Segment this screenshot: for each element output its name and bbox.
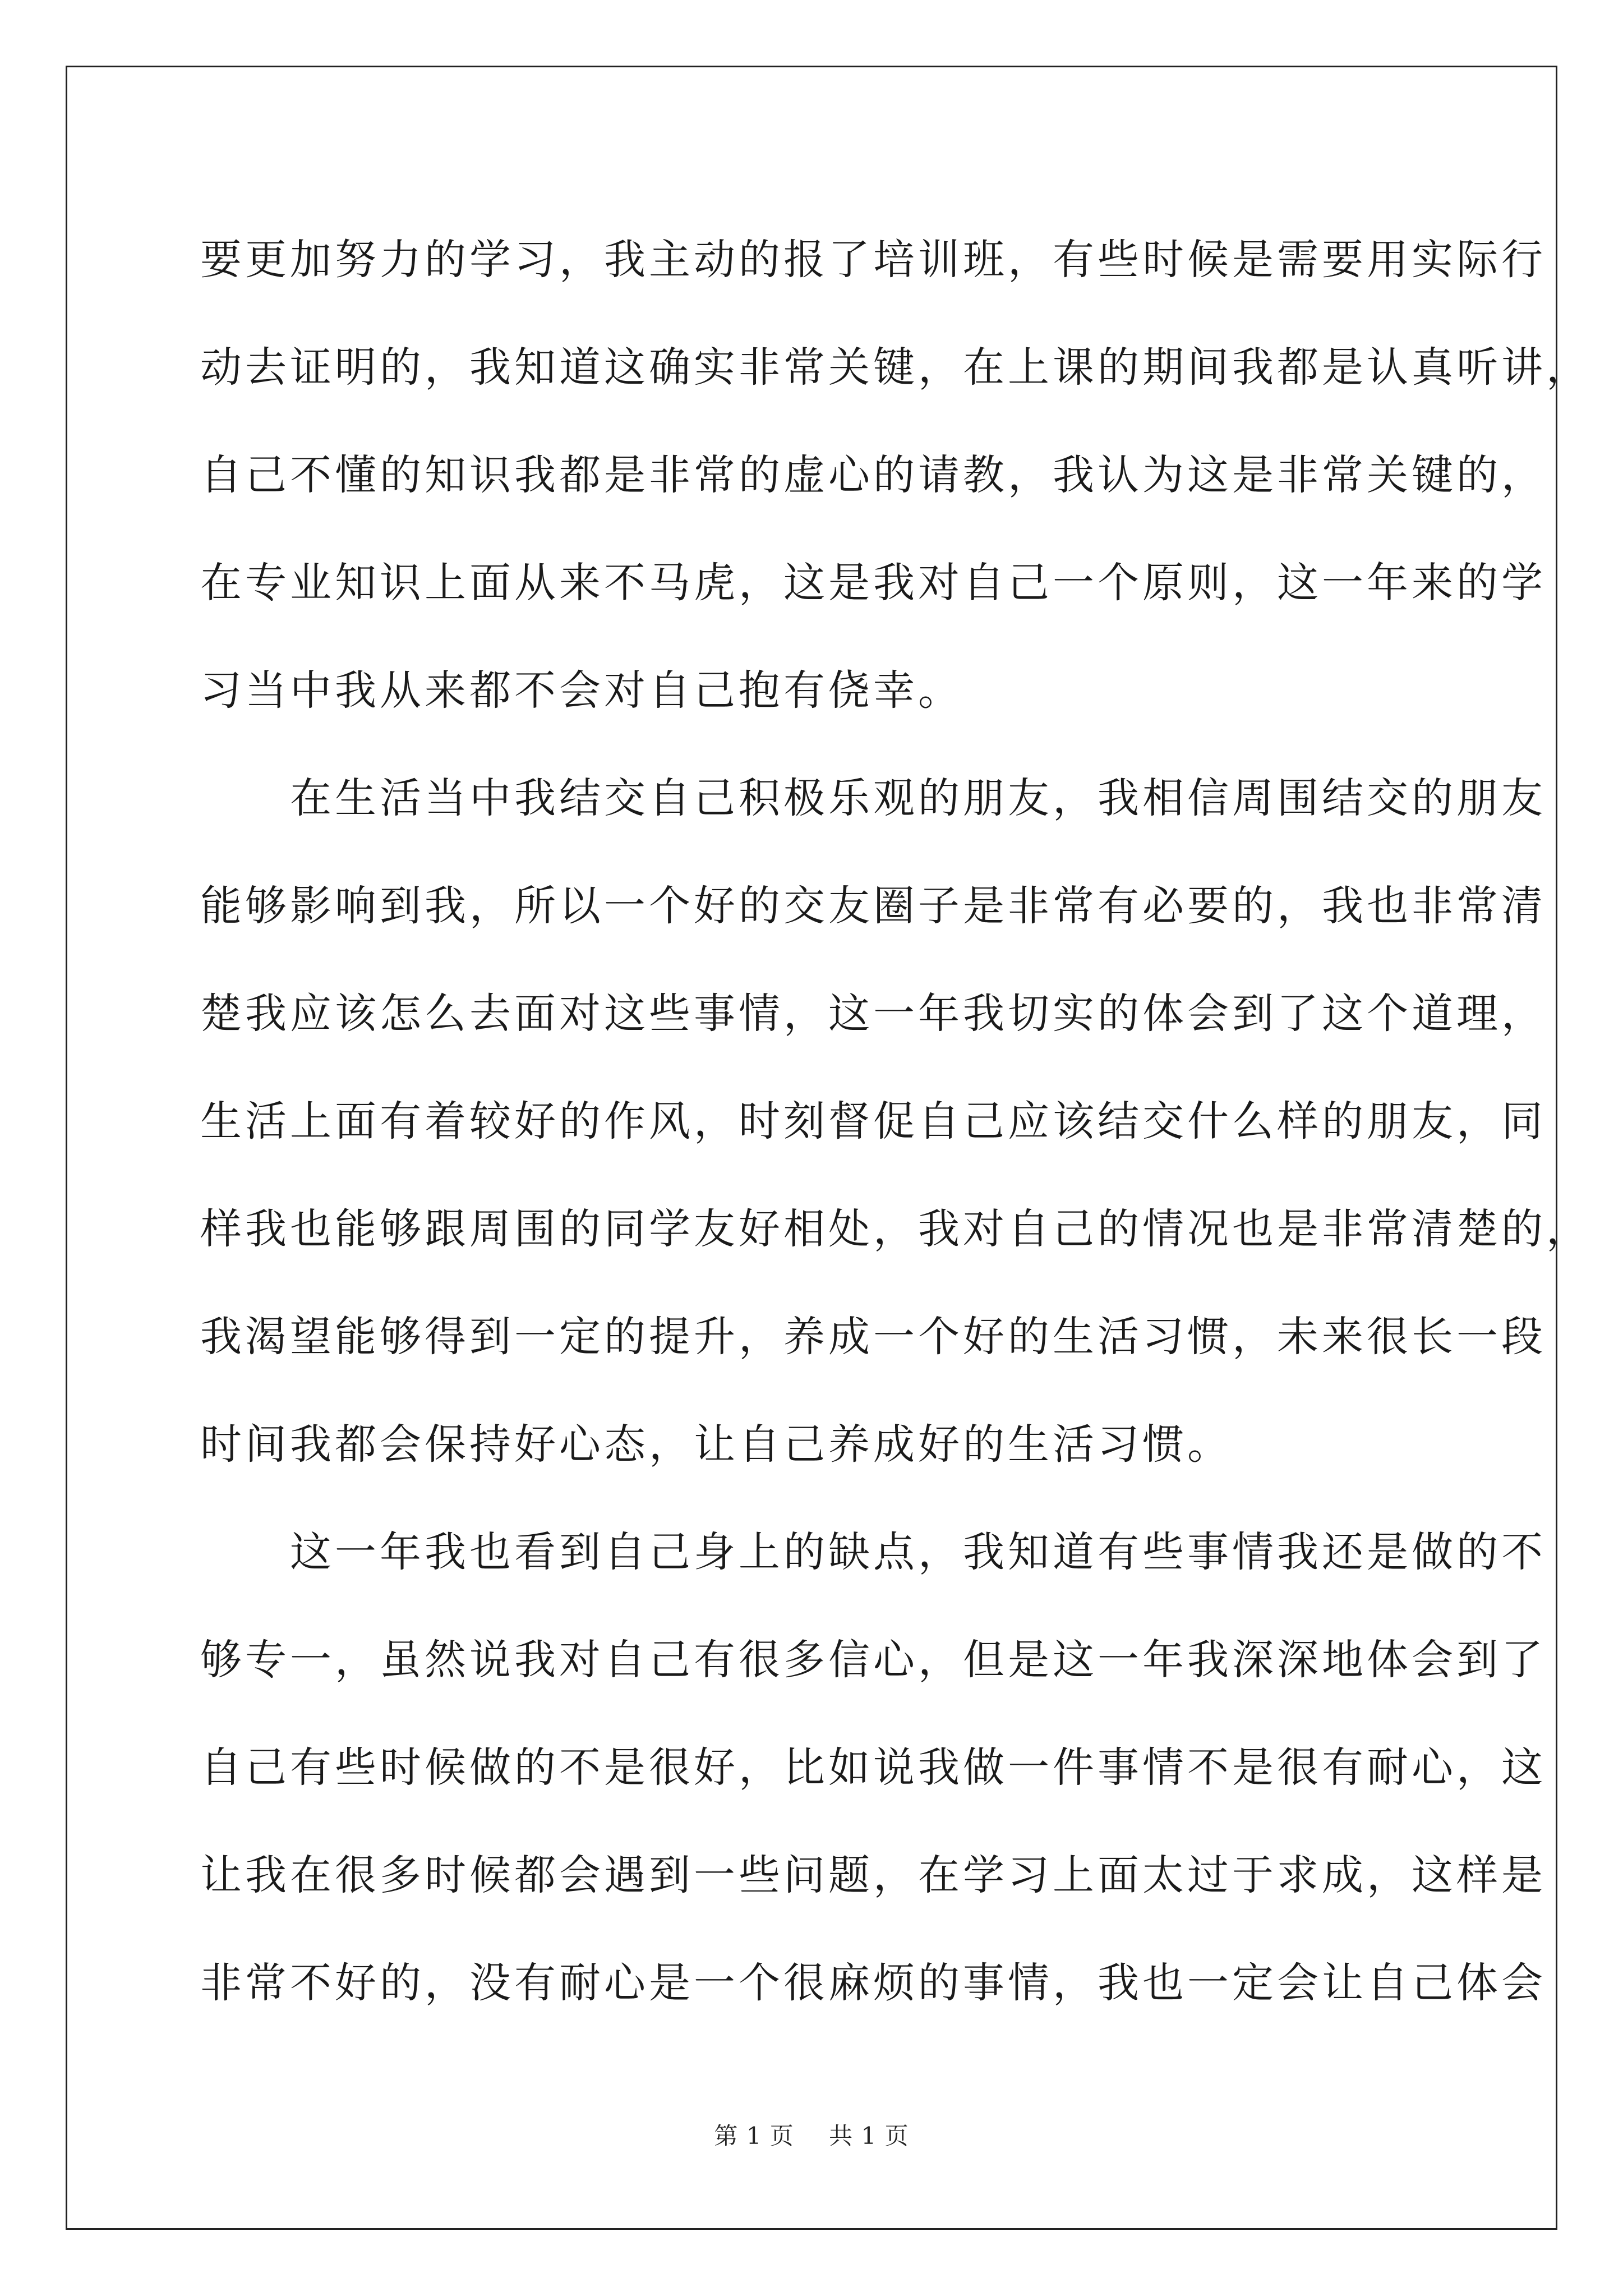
page-footer [0,2119,1623,2153]
page-number: 第 1 页 [714,2122,794,2150]
text-line: 非常不好的，没有耐心是一个很麻烦的事情，我也一定会让自己体会 [200,1959,1546,2007]
document-body [200,206,1591,2037]
paragraph-3 [200,1498,1546,2037]
text-line: 要更加努力的学习，我主动的报了培训班，有些时候是需要用实际行 [200,236,1546,284]
text-line: 自己有些时候做的不是很好，比如说我做一件事情不是很有耐心，这 [200,1743,1546,1792]
text-line: 我渴望能够得到一定的提升，养成一个好的生活习惯，未来很长一段 [200,1313,1546,1361]
text-line: 生活上面有着较好的作风，时刻督促自己应该结交什么样的朋友，同 [200,1097,1546,1145]
text-line: 在生活当中我结交自己积极乐观的朋友，我相信周围结交的朋友 [200,774,1546,822]
text-line: 楚我应该怎么去面对这些事情，这一年我切实的体会到了这个道理， [200,990,1546,1038]
page-total: 共 1 页 [829,2122,909,2150]
text-line: 时间我都会保持好心态，让自己养成好的生活习惯。 [200,1420,1232,1469]
text-line: 动去证明的，我知道这确实非常关键，在上课的期间我都是认真听讲， [200,343,1591,392]
text-line: 这一年我也看到自己身上的缺点，我知道有些事情我还是做的不 [200,1528,1546,1576]
text-line: 样我也能够跟周围的同学友好相处，我对自己的情况也是非常清楚的， [200,1205,1591,1253]
text-line: 自己不懂的知识我都是非常的虚心的请教，我认为这是非常关键的， [200,451,1546,499]
paragraph-1 [200,206,1591,744]
paragraph-2 [200,744,1591,1498]
text-line: 在专业知识上面从来不马虎，这是我对自己一个原则，这一年来的学 [200,559,1546,607]
text-line: 够专一，虽然说我对自己有很多信心，但是这一年我深深地体会到了 [200,1636,1546,1684]
text-line: 让我在很多时候都会遇到一些问题，在学习上面太过于求成，这样是 [200,1851,1546,1899]
text-line: 能够影响到我，所以一个好的交友圈子是非常有必要的，我也非常清 [200,882,1546,930]
text-line: 习当中我从来都不会对自己抱有侥幸。 [200,666,963,715]
